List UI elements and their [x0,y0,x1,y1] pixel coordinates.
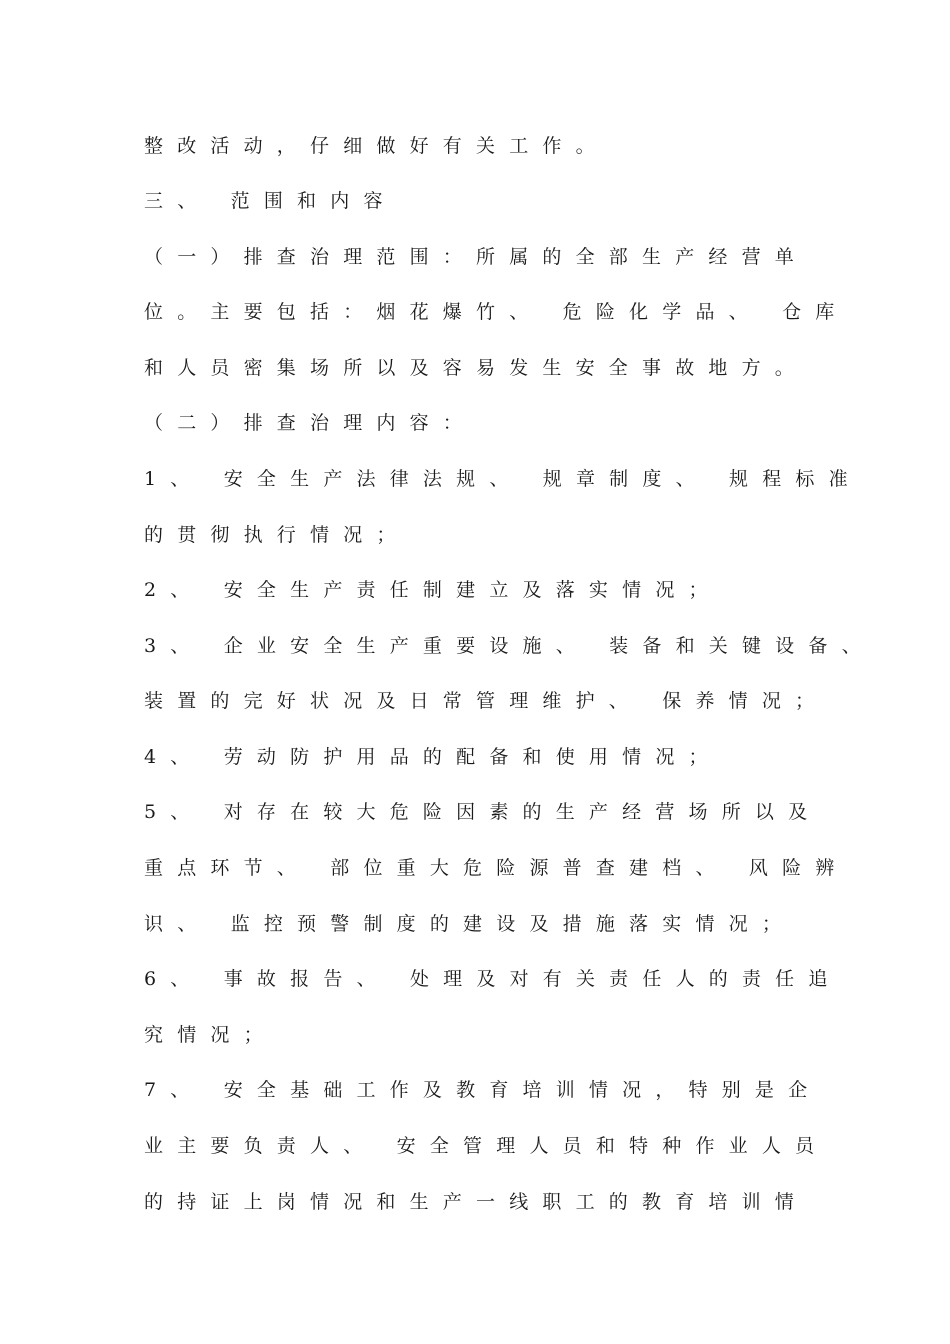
text-line: 和人员密集场所以及容易发生安全事故地方。 [144,357,809,379]
text-line: 7、 安全基础工作及教育培训情况，特别是企 [144,1079,822,1101]
text-line: 装置的完好状况及日常管理维护、 保养情况； [144,690,829,712]
text-line: 6、 事故报告、 处理及对有关责任人的责任追 [144,968,842,990]
text-line: 位。主要包括：烟花爆竹、 危险化学品、 仓库 [144,301,849,323]
text-line: 究情况； [144,1024,277,1046]
text-line: 整改活动，仔细做好有关工作。 [144,135,609,157]
text-line: 的贯彻执行情况； [144,524,410,546]
text-line: 1、 安全生产法律法规、 规章制度、 规程标准 [144,468,862,490]
text-line: 4、 劳动防护用品的配备和使用情况； [144,746,722,768]
text-line: 3、 企业安全生产重要设施、 装备和关键设备、 [144,635,875,657]
text-line: 2、 安全生产责任制建立及落实情况； [144,579,722,601]
subsection-heading: （二）排查治理内容： [144,412,477,434]
text-line: 识、 监控预警制度的建设及措施落实情况； [144,913,796,935]
text-line: 5、 对存在较大危险因素的生产经营场所以及 [144,801,822,823]
section-heading: 三、 范围和内容 [144,190,397,212]
text-line: 业主要负责人、 安全管理人员和特种作业人员 [144,1135,829,1157]
text-line: 的持证上岗情况和生产一线职工的教育培训情 [144,1191,809,1213]
text-line: 重点环节、 部位重大危险源普查建档、 风险辨 [144,857,849,879]
text-line: （一）排查治理范围：所属的全部生产经营单 [144,246,809,268]
